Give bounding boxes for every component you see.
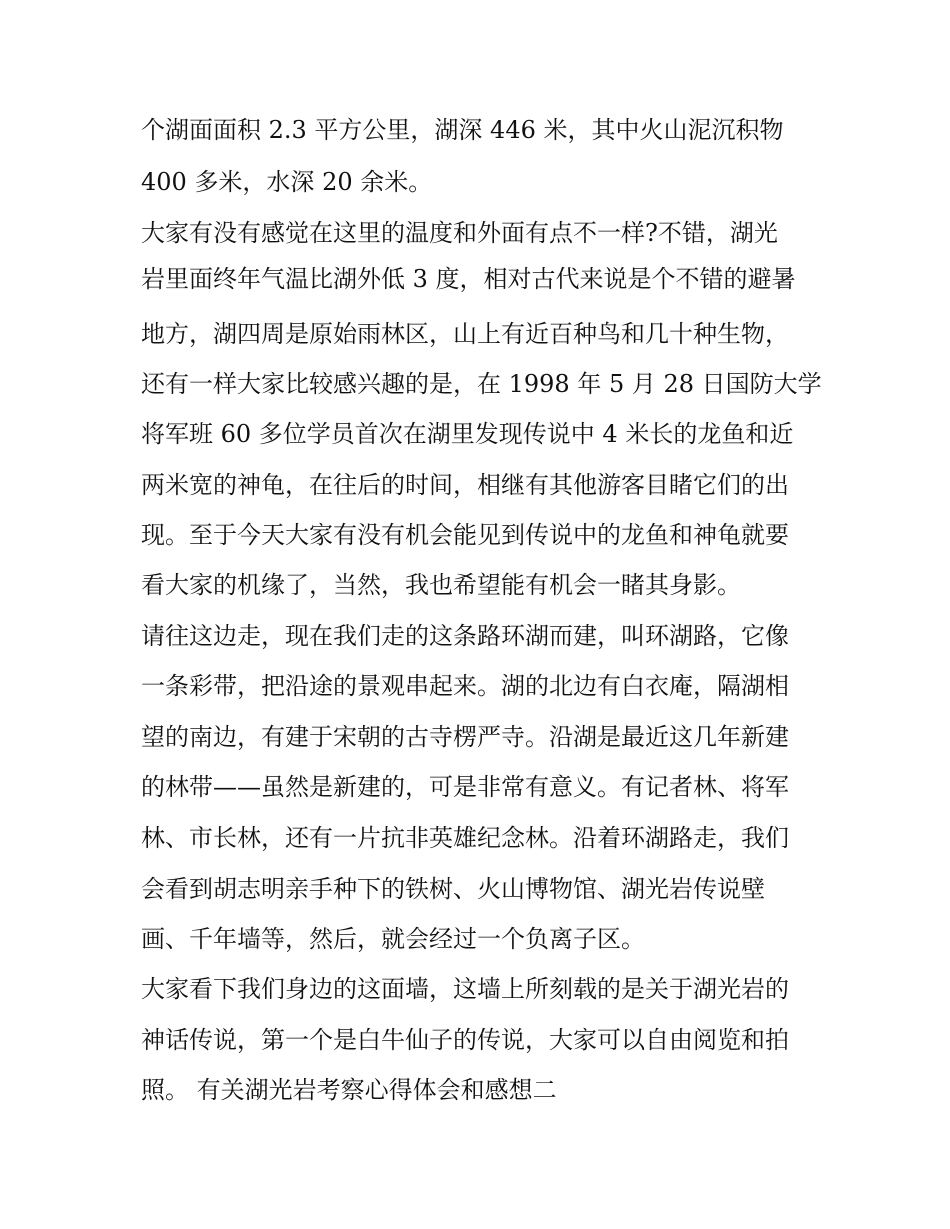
text-line: 现。至于今天大家有没有机会能见到传说中的龙鱼和神龟就要	[141, 521, 789, 549]
text-line: 400 多米，水深 20 余米。	[141, 168, 433, 196]
text-line: 的林带——虽然是新建的，可是非常有意义。有记者林、将军	[141, 773, 789, 801]
text-line: 个湖面面积 2.3 平方公里，湖深 446 米，其中火山泥沉积物	[141, 116, 784, 144]
text-line: 神话传说，第一个是白牛仙子的传说，大家可以自由阅览和拍	[141, 1026, 789, 1054]
text-line: 大家看下我们身边的这面墙，这墙上所刻载的是关于湖光岩的	[141, 975, 789, 1003]
text-line: 照。 有关湖光岩考察心得体会和感想二	[141, 1076, 557, 1104]
text-line: 请往这边走，现在我们走的这条路环湖而建，叫环湖路，它像	[141, 622, 789, 650]
text-line: 岩里面终年气温比湖外低 3 度，相对古代来说是个不错的避暑	[141, 265, 796, 293]
text-line: 还有一样大家比较感兴趣的是，在 1998 年 5 月 28 日国防大学	[141, 370, 822, 398]
text-line: 看大家的机缘了，当然，我也希望能有机会一睹其身影。	[141, 571, 741, 599]
text-line: 望的南边，有建于宋朝的古寺楞严寺。沿湖是最近这几年新建	[141, 723, 789, 751]
text-line: 两米宽的神龟，在往后的时间，相继有其他游客目睹它们的出	[141, 471, 789, 499]
text-line: 画、千年墙等，然后，就会经过一个负离子区。	[141, 925, 645, 953]
text-line: 大家有没有感觉在这里的温度和外面有点不一样?不错，湖光	[141, 219, 778, 247]
text-line: 将军班 60 多位学员首次在湖里发现传说中 4 米长的龙鱼和近	[141, 420, 794, 448]
text-line: 林、市长林，还有一片抗非英雄纪念林。沿着环湖路走，我们	[141, 824, 789, 852]
text-line: 会看到胡志明亲手种下的铁树、火山博物馆、湖光岩传说壁	[141, 875, 765, 903]
text-line: 地方，湖四周是原始雨林区，山上有近百种鸟和几十种生物，	[141, 320, 789, 348]
text-line: 一条彩带，把沿途的景观串起来。湖的北边有白衣庵，隔湖相	[141, 672, 789, 700]
